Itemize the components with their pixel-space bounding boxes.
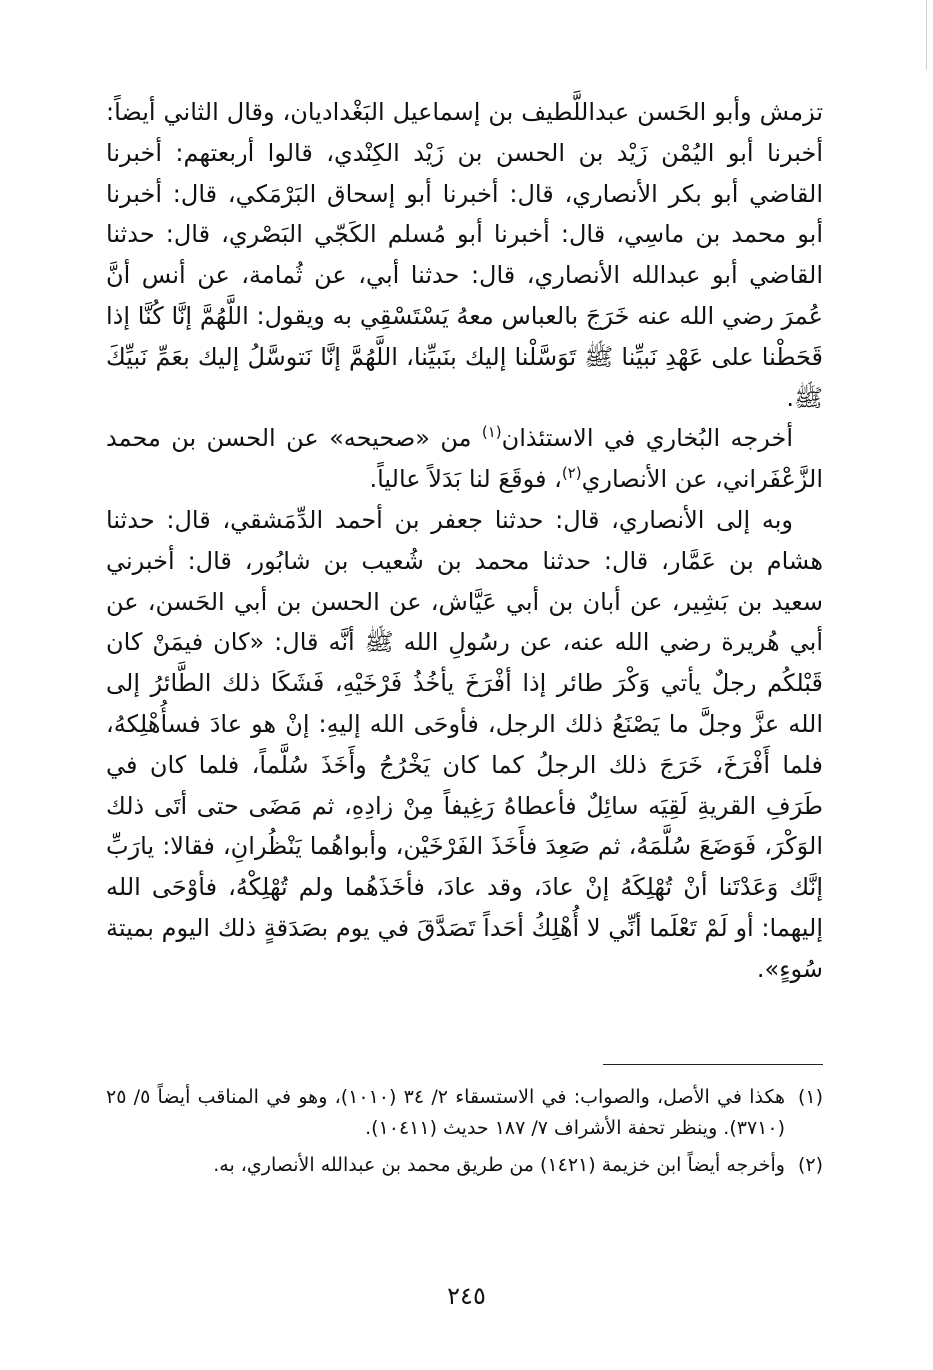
page-number: ٢٤٥ <box>447 1282 486 1310</box>
paragraph-text: وبه إلى الأنصاري، قال: حدثنا جعفر بن أحمد الدِّمَشقي، قال: حدثنا هشام بن عَمَّار، قال: حدثنا محمد بن شُعيب بن شابُور، قال: أخبرني سعيد بن بَشِير، عن أبان بن أبي عَيَّاش، عن الحسن بن أبي الحَسن، عن أبي هُريرة رضي الله عنه، عن رسُولِ الله ﷺ أنَّه قال: «كان فيمَنْ كان قَبْلكُم رجلٌ يأتي وَكْرَ طائر إذا أفْرَخَ يأخُذُ فَرْخَيْهِ، فَشَكَا ذلك الطَّائرُ إلى الله عزَّ وجلَّ ما يَصْنَعُ ذلك الرجل، فأوحَى الله إليهِ: إنْ هو عادَ فسأُهْلِكهُ، فلما أَفْرَخَ، خَرَجَ ذلك الرجلُ كما كان يَخْرُجُ وأَخَذَ سُلَّماً، فلما كان في طَرَفِ القريةِ لَقِيَه سائِلٌ فأعطاهُ رَغِيفاً مِنْ زادِهِ، ثم مَضَى حتى أتَى ذلك الوَكْرَ، فَوَضَعَ سُلَّمَهُ، ثم صَعِدَ فأَخَذَ الفَرْخَيْن، وأبواهُما يَنْظُرانِ، فقالا: يارَبِّ إنَّك وَعَدْتَنا أنْ تُهْلِكَهُ إنْ عادَ، وقد عادَ، فأخَذَهُما ولم تُهْلِكْهُ، فأوْحَى الله إليهما: أو لَمْ تَعْلَما أنِّي لا أُهْلِكُ أحَداً تَصَدَّقَ في يوم بصَدَقةٍ ذلك اليوم بميتة سُوءٍ». <box>106 505 823 983</box>
page-edge-rule <box>926 0 933 70</box>
paragraph-takhrij-bukhari <box>106 418 823 500</box>
paragraph-text: من «صحيحه» عن الحسن بن محمد الزَّعْفَراني، عن الأنصاري <box>106 424 823 494</box>
main-text <box>106 92 823 990</box>
paragraph-text: ، فوقَعَ لنا بَدَلاً عالياً. <box>369 465 562 494</box>
paragraph-isnad-athar-umar <box>106 92 823 418</box>
footnote-reference-2[interactable]: (٢) <box>561 464 582 483</box>
footnotes <box>106 1082 823 1187</box>
footnote-2 <box>106 1150 823 1181</box>
footnote-reference-1[interactable]: (١) <box>481 423 502 442</box>
footnote-number: (١) <box>797 1086 823 1108</box>
footnote-text: هكذا في الأصل، والصواب: في الاستسقاء ٢/ ٣٤ (١٠١٠)، وهو في المناقب أيضاً ٥/ ٢٥ (٣٧١٠). وينظر تحفة الأشراف ٧/ ١٨٧ حديث (١٠٤١١). <box>106 1086 785 1139</box>
paragraph-text: أخرجه البُخاري في الاستئذان <box>501 424 793 453</box>
footnote-1 <box>106 1082 823 1144</box>
paragraph-text: تزمش وأبو الحَسن عبداللَّطيف بن إسماعيل البَغْداديان، وقال الثاني أيضاً: أخبرنا أبو اليُمْن زَيْد بن الحسن بن زَيْد الكِنْدي، قالوا أربعتهم: أخبرنا القاضي أبو بكر الأنصاري، قال: أخبرنا أبو إسحاق البَرْمَكي، قال: أخبرنا أبو محمد بن ماسِي، قال: أخبرنا أبو مُسلم الكَجّي البَصْري، قال: حدثنا القاضي أبو عبدالله الأنصاري، قال: حدثنا أبي، عن ثُمامة، عن أنس أنَّ عُمرَ رضي الله عنه خَرَجَ بالعباس معهُ يَسْتَسْقِي به ويقول: اللَّهُمَّ إنَّا كُنَّا إذا قَحَطْنا على عَهْدِ نَبيِّنا ﷺ تَوَسَّلْنا إليك بنَبيِّنا، اللَّهُمَّ إنَّا نَتوسَّلُ إليك بعَمِّ نَبيِّكَ ﷺ. <box>106 98 823 412</box>
footnote-separator <box>603 1064 823 1065</box>
footnote-number: (٢) <box>797 1154 823 1176</box>
footnote-text: وأخرجه أيضاً ابن خزيمة (١٤٢١) من طريق محمد بن عبدالله الأنصاري، به. <box>213 1154 785 1176</box>
paragraph-hadith-bird-nest <box>106 500 823 990</box>
